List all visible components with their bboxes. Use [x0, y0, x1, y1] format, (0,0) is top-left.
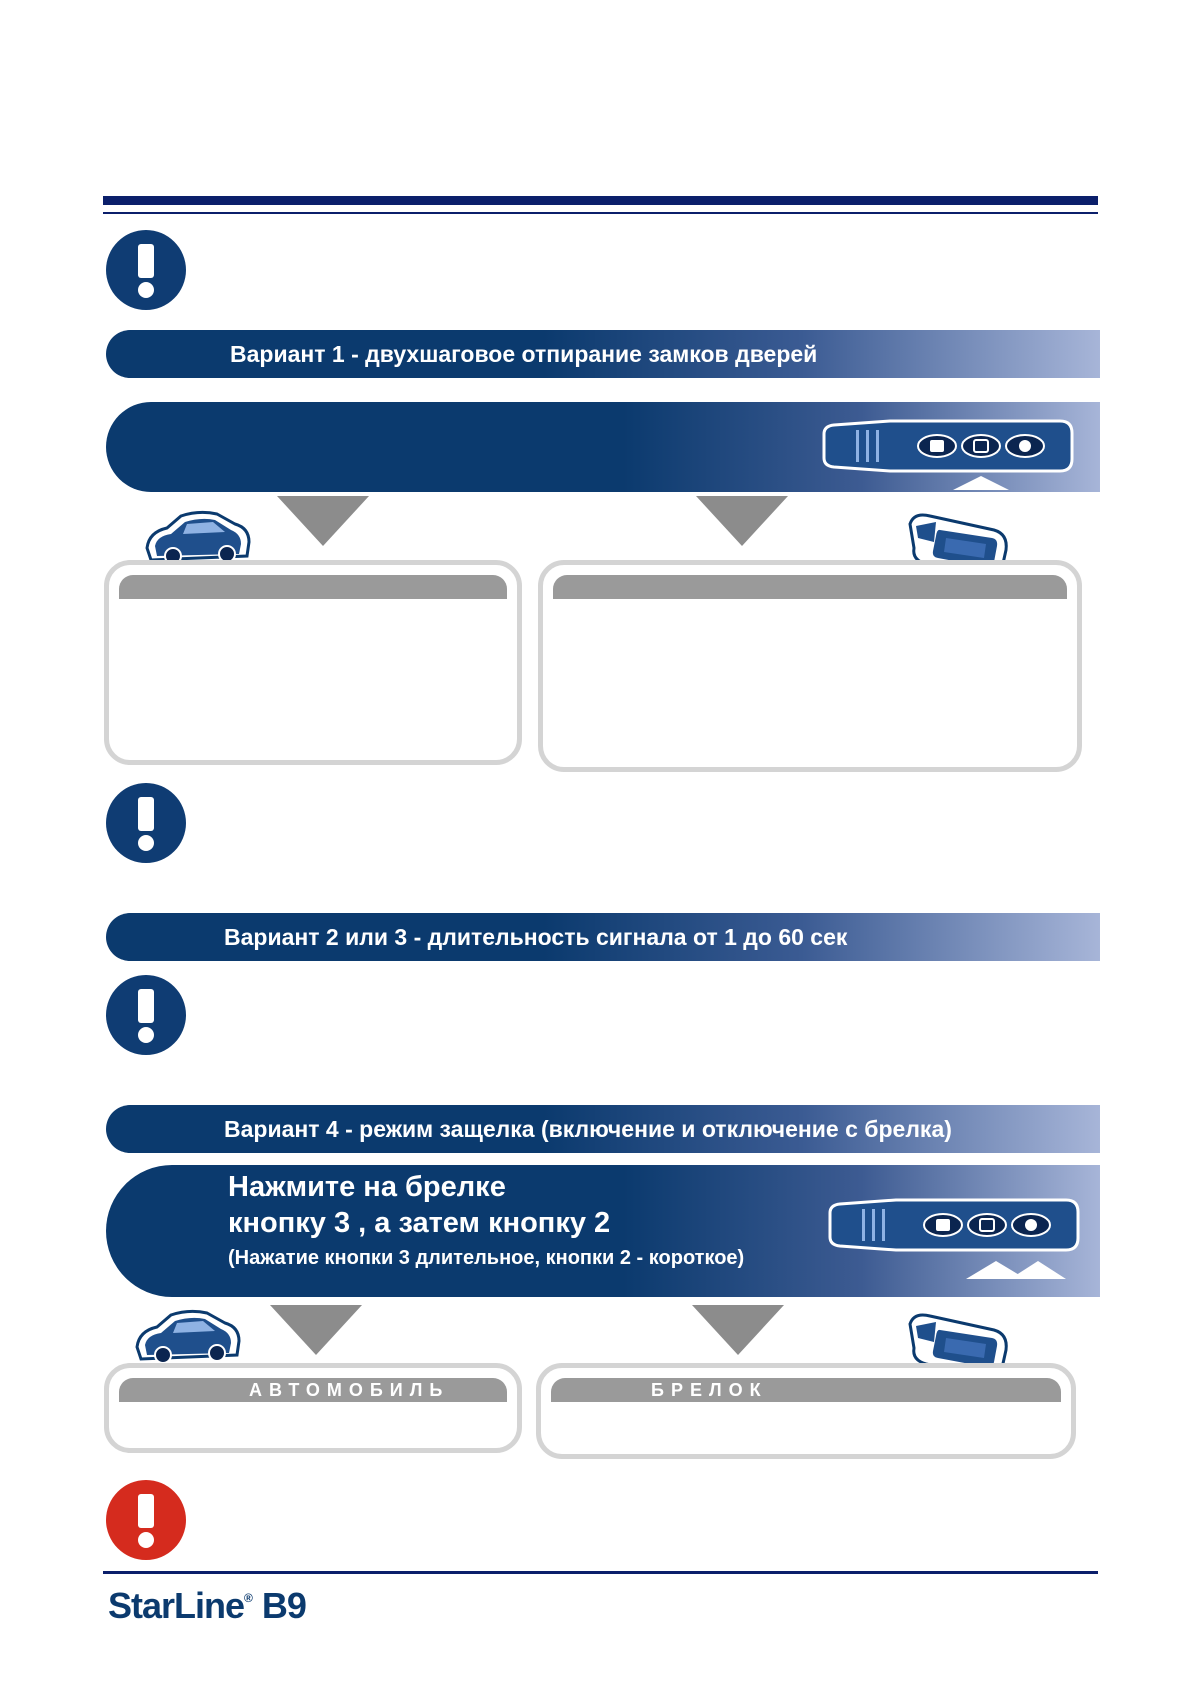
section-title: Вариант 4 - режим защелка (включение и отключение с брелка) [224, 1116, 952, 1142]
section-header-variant-1 [106, 330, 1100, 378]
brand-name: StarLine [108, 1585, 245, 1626]
box-header [119, 575, 507, 599]
exclamation-icon [106, 975, 186, 1055]
remote-control-icon [826, 1193, 1084, 1283]
down-arrow-icon [270, 1305, 362, 1355]
instruction-line-1: Нажмите на брелке [228, 1171, 506, 1203]
box-label-fob: БРЕЛОК [651, 1380, 768, 1400]
registered-mark: ® [244, 1591, 252, 1605]
section-title: Вариант 1 - двухшаговое отпирание замков дверей [230, 341, 818, 367]
header-rule [103, 196, 1098, 205]
down-arrow-icon [692, 1305, 784, 1355]
remote-control-icon [820, 414, 1078, 494]
footer-rule [103, 1571, 1098, 1574]
instruction-panel-variant-1 [106, 402, 1100, 492]
exclamation-icon [106, 230, 186, 310]
exclamation-icon [106, 1480, 186, 1560]
car-icon [133, 1309, 243, 1371]
down-arrow-icon [696, 496, 788, 546]
box-label-car: АВТОМОБИЛЬ [249, 1380, 450, 1400]
instruction-note: (Нажатие кнопки 3 длительное, кнопки 2 - короткое) [228, 1247, 745, 1269]
section-header-variant-4 [106, 1105, 1100, 1153]
model-name: B9 [261, 1585, 306, 1626]
header-rule-thin [103, 212, 1098, 214]
box-header [553, 575, 1067, 599]
car-info-box [104, 1363, 522, 1453]
fob-info-box [538, 560, 1082, 772]
brand-logo [108, 1585, 306, 1635]
box-header [119, 1378, 507, 1402]
exclamation-icon [106, 783, 186, 863]
section-title: Вариант 2 или 3 - длительность сигнала от 1 до 60 сек [224, 924, 848, 950]
instruction-line-2: кнопку 3 , а затем кнопку 2 [228, 1207, 611, 1239]
instruction-panel-variant-4 [106, 1165, 1100, 1297]
down-arrow-icon [277, 496, 369, 546]
box-header [551, 1378, 1061, 1402]
fob-info-box [536, 1363, 1076, 1459]
car-info-box [104, 560, 522, 765]
section-header-variant-2-3 [106, 913, 1100, 961]
